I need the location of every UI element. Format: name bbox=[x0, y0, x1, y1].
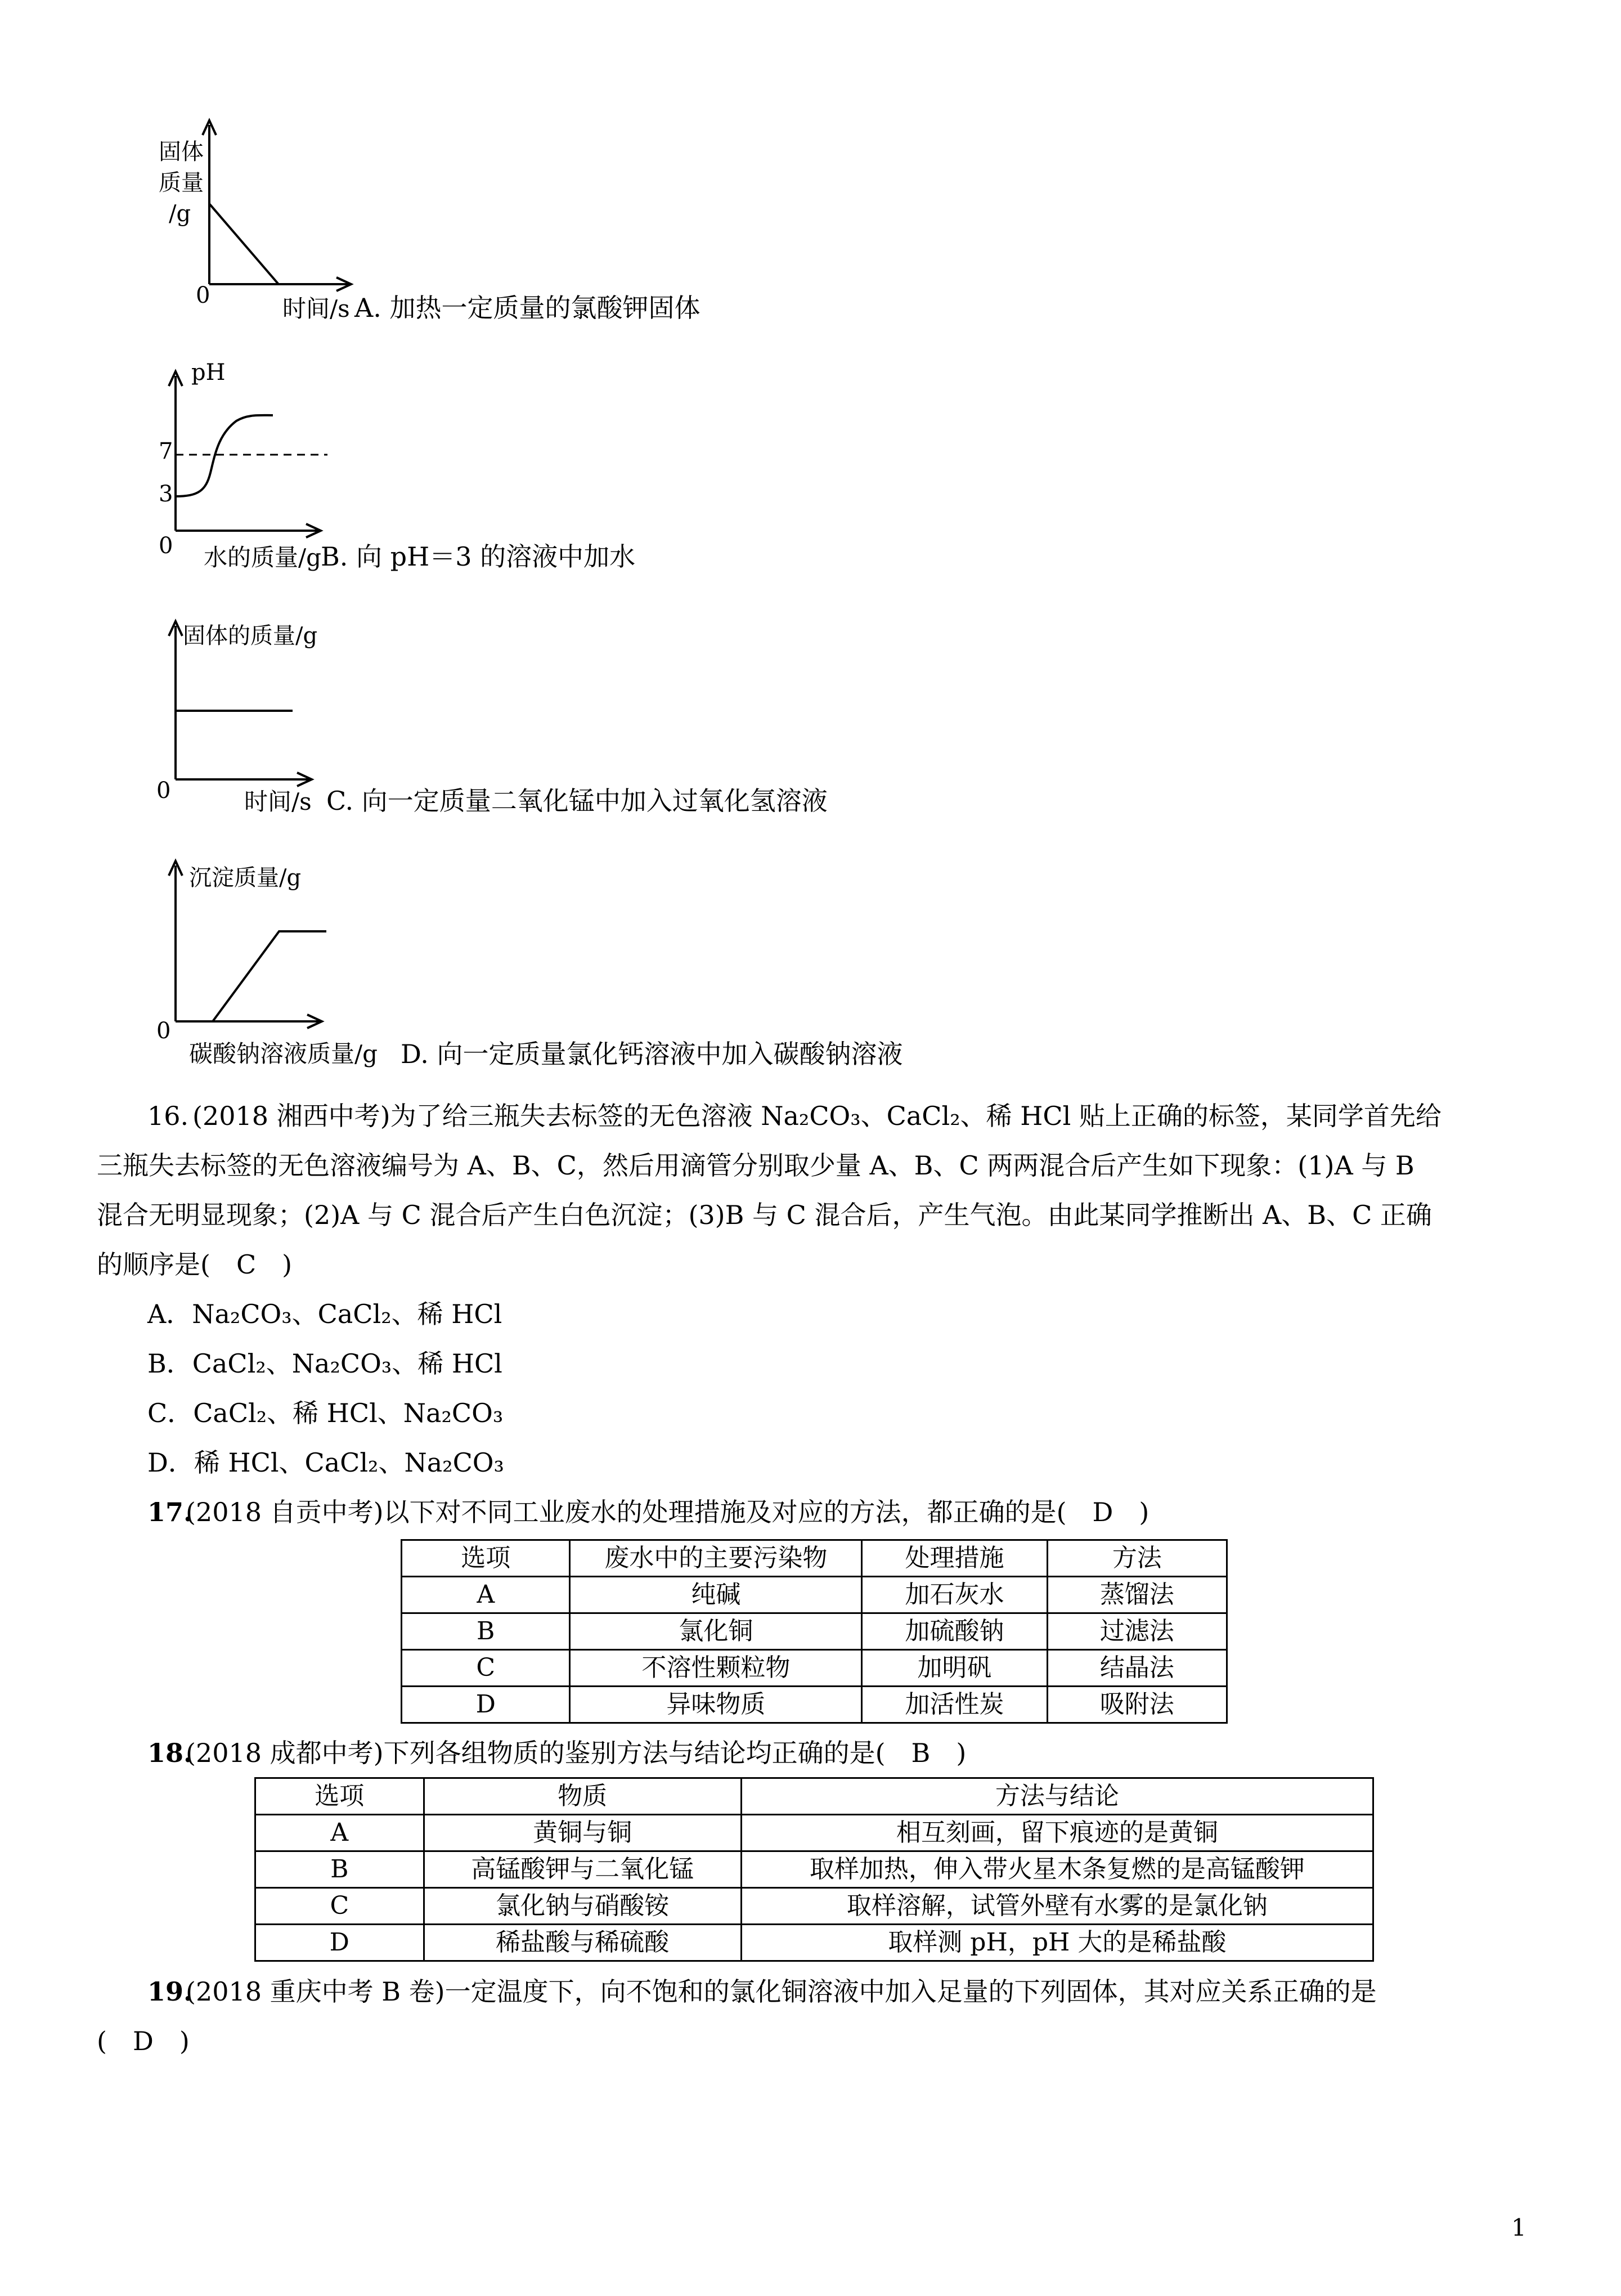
plot-d-caption: D. 向一定质量氯化钙溶液中加入碳酸钠溶液 bbox=[401, 1039, 903, 1069]
table-cell: C bbox=[255, 1888, 424, 1925]
q18-table bbox=[254, 1777, 1374, 1962]
table-cell: 过滤法 bbox=[1047, 1613, 1227, 1650]
plot-b-tick-7: 7 bbox=[159, 438, 173, 464]
plot-d-curve bbox=[213, 931, 326, 1021]
table-cell: 纯碱 bbox=[570, 1577, 862, 1613]
table-cell: 吸附法 bbox=[1047, 1687, 1227, 1723]
table-header: 选项 bbox=[255, 1778, 424, 1815]
q19-stem: (2018 重庆中考 B 卷)一定温度下，向不饱和的氯化铜溶液中加入足量的下列固体，其对应关系正确的是 bbox=[186, 1976, 1377, 2007]
plot-d-y-label: 沉淀质量/g bbox=[189, 865, 302, 891]
q19-number: 19. bbox=[147, 1976, 193, 2007]
plot-a-y-label-1: 固体 bbox=[159, 139, 204, 165]
table-header-row bbox=[255, 1778, 1373, 1815]
table-cell: 相互刻画，留下痕迹的是黄铜 bbox=[741, 1815, 1373, 1851]
plot-d-origin: 0 bbox=[156, 1018, 171, 1044]
q16-option-d: D．稀 HCl、CaCl₂、Na₂CO₃ bbox=[147, 1447, 504, 1478]
q16-option-b: B．CaCl₂、Na₂CO₃、稀 HCl bbox=[147, 1348, 502, 1379]
table-cell: 加石灰水 bbox=[862, 1577, 1047, 1613]
table-header: 废水中的主要污染物 bbox=[570, 1540, 862, 1577]
table-cell: 加硫酸钠 bbox=[862, 1613, 1047, 1650]
plot-c-y-label: 固体的质量/g bbox=[183, 623, 318, 649]
plot-a-y-label-3: /g bbox=[169, 201, 191, 227]
table-header: 物质 bbox=[424, 1778, 741, 1815]
q19-answer: ( D ) bbox=[97, 2026, 190, 2056]
table-row bbox=[255, 1815, 1373, 1851]
table-header: 方法与结论 bbox=[741, 1778, 1373, 1815]
q18-number: 18. bbox=[147, 1738, 193, 1768]
table-cell: 稀盐酸与稀硫酸 bbox=[424, 1925, 741, 1961]
table-cell: 异味物质 bbox=[570, 1687, 862, 1723]
q18-stem: (2018 成都中考)下列各组物质的鉴别方法与结论均正确的是( B ) bbox=[186, 1738, 967, 1768]
table-cell: B bbox=[255, 1851, 424, 1888]
plot-a-origin: 0 bbox=[196, 282, 210, 308]
plot-d-axes bbox=[0, 0, 394, 1097]
table-header: 处理措施 bbox=[862, 1540, 1047, 1577]
plot-d-x-label: 碳酸钠溶液质量/g bbox=[189, 1040, 378, 1068]
table-cell: 黄铜与铜 bbox=[424, 1815, 741, 1851]
plot-b-tick-3: 3 bbox=[159, 481, 173, 507]
table-cell: A bbox=[255, 1815, 424, 1851]
table-cell: 蒸馏法 bbox=[1047, 1577, 1227, 1613]
table-cell: 加明矾 bbox=[862, 1650, 1047, 1687]
plot-a-caption: A. 加热一定质量的氯酸钾固体 bbox=[354, 293, 701, 323]
table-row bbox=[255, 1851, 1373, 1888]
q16-stem-line-4: 的顺序是( C ) bbox=[97, 1249, 293, 1280]
table-cell: 取样溶解，试管外壁有水雾的是氯化钠 bbox=[741, 1888, 1373, 1925]
table-header: 选项 bbox=[402, 1540, 570, 1577]
q16-stem-line-2: 三瓶失去标签的无色溶液编号为 A、B、C，然后用滴管分别取少量 A、B、C 两两混合后产生如下现象：(1)A 与 B bbox=[97, 1150, 1415, 1181]
table-header-row bbox=[402, 1540, 1227, 1577]
plot-a-x-label: 时间/s bbox=[282, 295, 350, 322]
q16-number: 16. bbox=[147, 1101, 189, 1131]
table-cell: B bbox=[402, 1613, 570, 1650]
plot-b-caption: B. 向 pH＝3 的溶液中加水 bbox=[321, 541, 636, 572]
table-cell: 取样测 pH，pH 大的是稀盐酸 bbox=[741, 1925, 1373, 1961]
q16-option-a: A．Na₂CO₃、CaCl₂、稀 HCl bbox=[147, 1299, 502, 1329]
page-number: 1 bbox=[1511, 2214, 1526, 2241]
plot-c-caption: C. 向一定质量二氧化锰中加入过氧化氢溶液 bbox=[326, 786, 828, 816]
plot-a-y-label-2: 质量 bbox=[159, 170, 204, 196]
table-row bbox=[402, 1613, 1227, 1650]
table-row bbox=[402, 1577, 1227, 1613]
plot-b-y-label: pH bbox=[191, 360, 226, 385]
table-cell: 高锰酸钾与二氧化锰 bbox=[424, 1851, 741, 1888]
q16-stem-line-1: (2018 湘西中考)为了给三瓶失去标签的无色溶液 Na₂CO₃、CaCl₂、稀 HCl 贴上正确的标签，某同学首先给 bbox=[192, 1101, 1442, 1131]
table-cell: C bbox=[402, 1650, 570, 1687]
q16-option-c: C．CaCl₂、稀 HCl、Na₂CO₃ bbox=[147, 1398, 504, 1428]
plot-b-origin: 0 bbox=[159, 533, 173, 559]
table-cell: A bbox=[402, 1577, 570, 1613]
table-cell: 加活性炭 bbox=[862, 1687, 1047, 1723]
q17-table bbox=[401, 1539, 1228, 1724]
table-cell: 不溶性颗粒物 bbox=[570, 1650, 862, 1687]
plot-c-origin: 0 bbox=[156, 778, 171, 804]
q16-stem-line-3: 混合无明显现象；(2)A 与 C 混合后产生白色沉淀；(3)B 与 C 混合后，产生气泡。由此某同学推断出 A、B、C 正确 bbox=[97, 1200, 1432, 1230]
table-cell: 氯化钠与硝酸铵 bbox=[424, 1888, 741, 1925]
table-row bbox=[255, 1925, 1373, 1961]
table-header: 方法 bbox=[1047, 1540, 1227, 1577]
table-row bbox=[402, 1650, 1227, 1687]
table-cell: 氯化铜 bbox=[570, 1613, 862, 1650]
table-row bbox=[255, 1888, 1373, 1925]
plot-c-x-label: 时间/s bbox=[244, 788, 312, 815]
table-cell: 取样加热，伸入带火星木条复燃的是高锰酸钾 bbox=[741, 1851, 1373, 1888]
plot-b-x-label: 水的质量/g bbox=[204, 544, 322, 571]
table-cell: 结晶法 bbox=[1047, 1650, 1227, 1687]
table-cell: D bbox=[402, 1687, 570, 1723]
table-row bbox=[402, 1687, 1227, 1723]
q17-number: 17. bbox=[147, 1497, 193, 1527]
q17-stem: (2018 自贡中考)以下对不同工业废水的处理措施及对应的方法，都正确的是( D ) bbox=[186, 1497, 1149, 1527]
table-cell: D bbox=[255, 1925, 424, 1961]
